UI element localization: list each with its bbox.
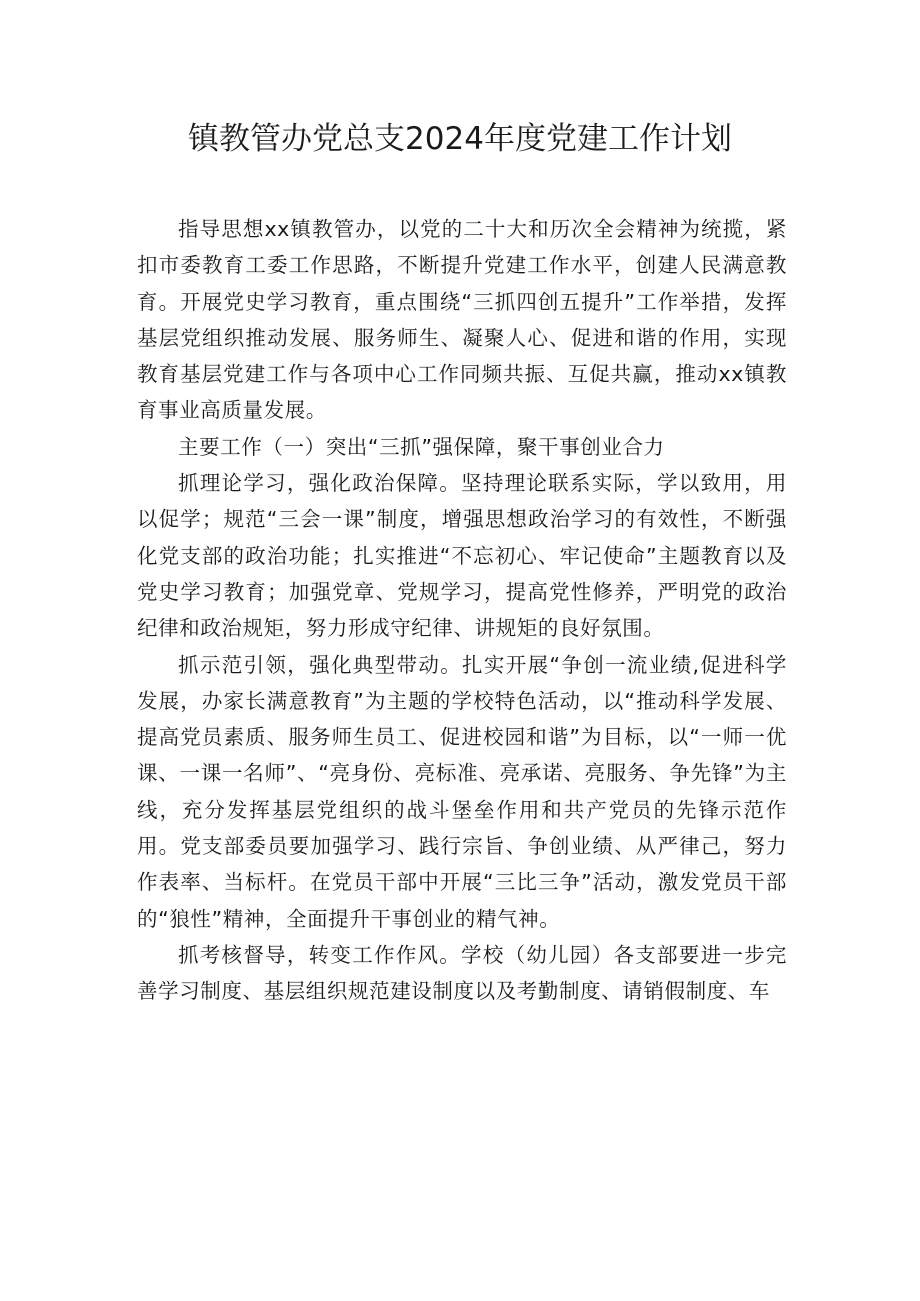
- document-title: 镇教管办党总支2024年度党建工作计划: [188, 121, 732, 157]
- document-body: [137, 211, 787, 1010]
- section-heading-main-work: 主要工作（一）突出“三抓”强保障，聚干事创业合力: [178, 434, 665, 459]
- paragraph-assessment: 抓考核督导，转变工作作风。学校（幼儿园）各支部要进一步完善学习制度、基层组织规范建设制度以及考勤制度、请销假制度、车: [137, 942, 787, 1004]
- paragraph-demonstration: 抓示范引领，强化典型带动。扎实开展“争创一流业绩,促进科学发展，办家长满意教育”为主题的学校特色活动，以“推动科学发展、提高党员素质、服务师生员工、促进校园和谐”为目标，以“一师一优课、一课一名师”、“亮身份、亮标准、亮承诺、亮服务、争先锋”为主线，充分发挥基层党组织的战斗堡垒作用和共产党员的先锋示范作用。党支部委员要加强学习、践行宗旨、争创业绩、从严律己，努力作表率、当标杆。在党员干部中开展“三比三争”活动，激发党员干部的“狼性”精神，全面提升干事创业的精气神。: [137, 652, 787, 931]
- paragraph-theory-study: 抓理论学习，强化政治保障。坚持理论联系实际，学以致用，用以促学；规范“三会一课”制度，增强思想政治学习的有效性，不断强化党支部的政治功能；扎实推进“不忘初心、牢记使命”主题教育以及党史学习教育；加强党章、党规学习，提高党性修养，严明党的政治纪律和政治规矩，努力形成守纪律、讲规矩的良好氛围。: [137, 471, 787, 641]
- paragraph-guiding-ideology: 指导思想xx镇教管办，以党的二十大和历次全会精神为统揽，紧扣市委教育工委工作思路，不断提升党建工作水平，创建人民满意教育。开展党史学习教育，重点围绕“三抓四创五提升”工作举措，发挥基层党组织推动发展、服务师生、凝聚人心、促进和谐的作用，实现教育基层党建工作与各项中心工作同频共振、互促共赢，推动xx镇教育事业高质量发展。: [137, 217, 787, 423]
